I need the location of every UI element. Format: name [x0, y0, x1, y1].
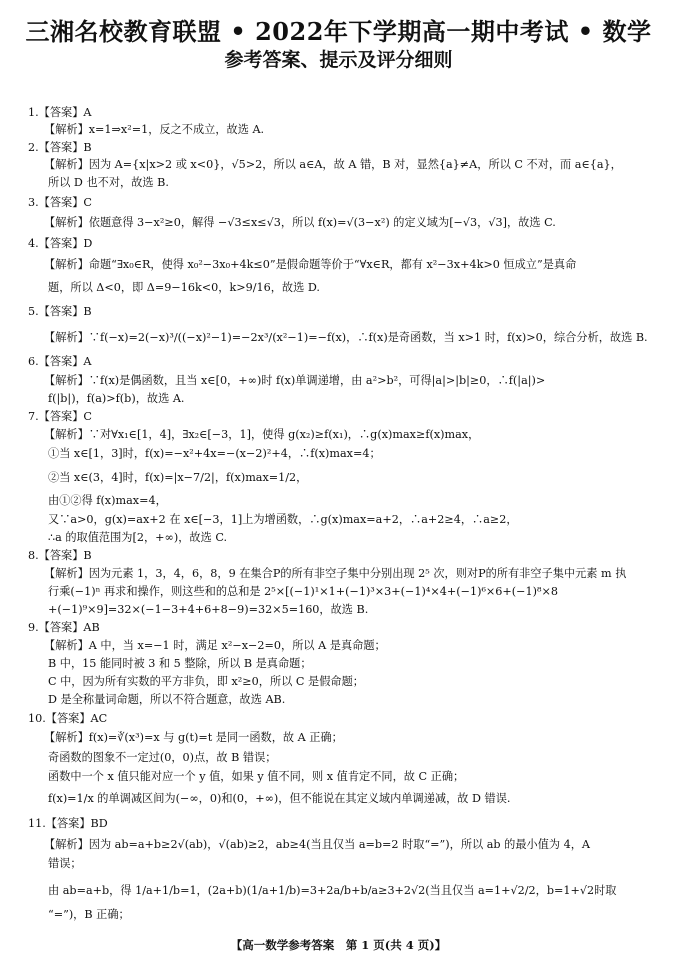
analysis-line-q11-cont2: 由 ab=a+b，得 1/a+1/b=1，(2a+b)(1/a+1/b)=3+2a/b+b/a≥3+2√2(当且仅当 a=1+√2/2，b=1+√2时取	[48, 884, 617, 897]
analysis-line-q7: 【解析】∵对∀x₁∈[1，4]，∃x₂∈[−3，1]，使得 g(x₂)≥f(x₁)，∴g(x)max≥f(x)max，	[44, 428, 480, 441]
analysis-line-q10-b: 奇函数的图象不一定过(0，0)点，故 B 错误；	[48, 751, 277, 764]
analysis-line-q8-cont1: 行乘(−1)ⁿ 再求和操作，则这些和的总和是 2⁵×[(−1)¹×1+(−1)³×3+(−1)⁴×4+(−1)⁶×6+(−1)⁸×8	[48, 585, 558, 598]
answer-line-q11: 11.【答案】BD	[28, 817, 108, 830]
analysis-line-q10-a: 【解析】f(x)=∛(x³)=x 与 g(t)=t 是同一函数，故 A 正确；	[44, 731, 343, 744]
analysis-line-q9-c: C 中，因为所有实数的平方非负，即 x²≥0，所以 C 是假命题；	[48, 675, 364, 688]
analysis-line-q1: 【解析】x=1⇒x²=1，反之不成立，故选 A.	[44, 123, 265, 136]
answer-line-q1: 1.【答案】A	[28, 106, 92, 119]
analysis-line-q7-case1: ①当 x∈[1，3]时，f(x)=−x²+4x=−(x−2)²+4，∴f(x)max=4；	[48, 447, 381, 460]
answer-line-q3: 3.【答案】C	[28, 196, 92, 209]
analysis-line-q7-range: ∴a 的取值范围为[2，+∞)，故选 C.	[48, 531, 228, 544]
analysis-line-q7-case2: ②当 x∈(3，4]时，f(x)=|x−7/2|，f(x)max=1/2，	[48, 471, 308, 484]
analysis-line-q6: 【解析】∵f(x)是偶函数，且当 x∈[0，+∞)时 f(x)单调递增，由 a²>b²，可得|a|>|b|≥0，∴f(|a|)>	[44, 374, 546, 387]
analysis-line-q11-cont3: “=”)，B 正确；	[48, 908, 130, 921]
analysis-line-q10-c: 函数中一个 x 值只能对应一个 y 值，如果 y 值不同，则 x 值肯定不同，故 C 正确；	[48, 770, 465, 783]
analysis-line-q4-cont: 题，所以 Δ<0，即 Δ=9−16k<0，k>9/16，故选 D.	[48, 281, 320, 294]
answer-line-q8: 8.【答案】B	[28, 549, 92, 562]
analysis-line-q5: 【解析】∵f(−x)=2(−x)³/((−x)²−1)=−2x³/(x²−1)=−f(x)，∴f(x)是奇函数，当 x>1 时，f(x)>0，综合分析，故选 B.	[44, 331, 648, 344]
analysis-line-q8: 【解析】因为元素 1，3，4，6，8，9 在集合P的所有非空子集中分别出现 2⁵ 次，则对P的所有非空子集中元素 m 执	[44, 567, 627, 580]
analysis-line-q2: 【解析】因为 A={x|x>2 或 x<0}，√5>2，所以 a∈A，故 A 错，B 对，显然{a}≠A，所以 C 不对，而 a∈{a}，	[44, 158, 622, 171]
analysis-line-q8-cont2: +(−1)⁹×9]=32×(−1−3+4+6+8−9)=32×5=160，故选 B.	[48, 603, 369, 616]
analysis-line-q9-b: B 中，15 能同时被 3 和 5 整除，所以 B 是真命题；	[48, 657, 312, 670]
answer-line-q6: 6.【答案】A	[28, 355, 92, 368]
analysis-line-q7-combine: 由①②得 f(x)max=4，	[48, 494, 167, 507]
analysis-line-q3: 【解析】依题意得 3−x²≥0，解得 −√3≤x≤√3，所以 f(x)=√(3−x²) 的定义域为[−√3，√3]，故选 C.	[44, 216, 556, 229]
document-subtitle: 参考答案、提示及评分细则	[224, 49, 453, 71]
analysis-line-q11: 【解析】因为 ab=a+b≥2√(ab)，√(ab)≥2，ab≥4(当且仅当 a=b=2 时取“=”)，所以 ab 的最小值为 4，A	[44, 838, 591, 851]
answer-line-q7: 7.【答案】C	[28, 410, 92, 423]
analysis-line-q9-a: 【解析】A 中，当 x=−1 时，满足 x²−x−2=0，所以 A 是真命题；	[44, 639, 386, 652]
analysis-line-q6-cont: f(|b|)，f(a)>f(b)，故选 A.	[48, 392, 185, 405]
answer-line-q10: 10.【答案】AC	[28, 712, 108, 725]
document-title: 三湘名校教育联盟 • 2022年下学期高一期中考试 • 数学	[25, 17, 652, 46]
page-footer: 【高一数学参考答案 第 1 页(共 4 页)】	[230, 938, 447, 952]
analysis-line-q4: 【解析】命题“∃x₀∈R，使得 x₀²−3x₀+4k≤0”是假命题等价于“∀x∈R，都有 x²−3x+4k>0 恒成立”是真命	[44, 258, 577, 271]
analysis-line-q9-d: D 是全称量词命题，所以不符合题意，故选 AB.	[48, 693, 286, 706]
answer-line-q9: 9.【答案】AB	[28, 621, 100, 634]
analysis-line-q7-increasing: 又∵a>0，g(x)=ax+2 在 x∈[−3，1]上为增函数，∴g(x)max=a+2，∴a+2≥4，∴a≥2，	[48, 513, 518, 526]
analysis-line-q2-cont: 所以 D 也不对，故选 B.	[48, 176, 169, 189]
answer-line-q2: 2.【答案】B	[28, 141, 92, 154]
answer-line-q5: 5.【答案】B	[28, 305, 92, 318]
analysis-line-q11-cont1: 错误；	[48, 857, 82, 870]
analysis-line-q10-d: f(x)=1/x 的单调减区间为(−∞，0)和(0，+∞)，但不能说在其定义域内单调递减，故 D 错误.	[48, 792, 511, 805]
answer-line-q4: 4.【答案】D	[28, 237, 93, 250]
